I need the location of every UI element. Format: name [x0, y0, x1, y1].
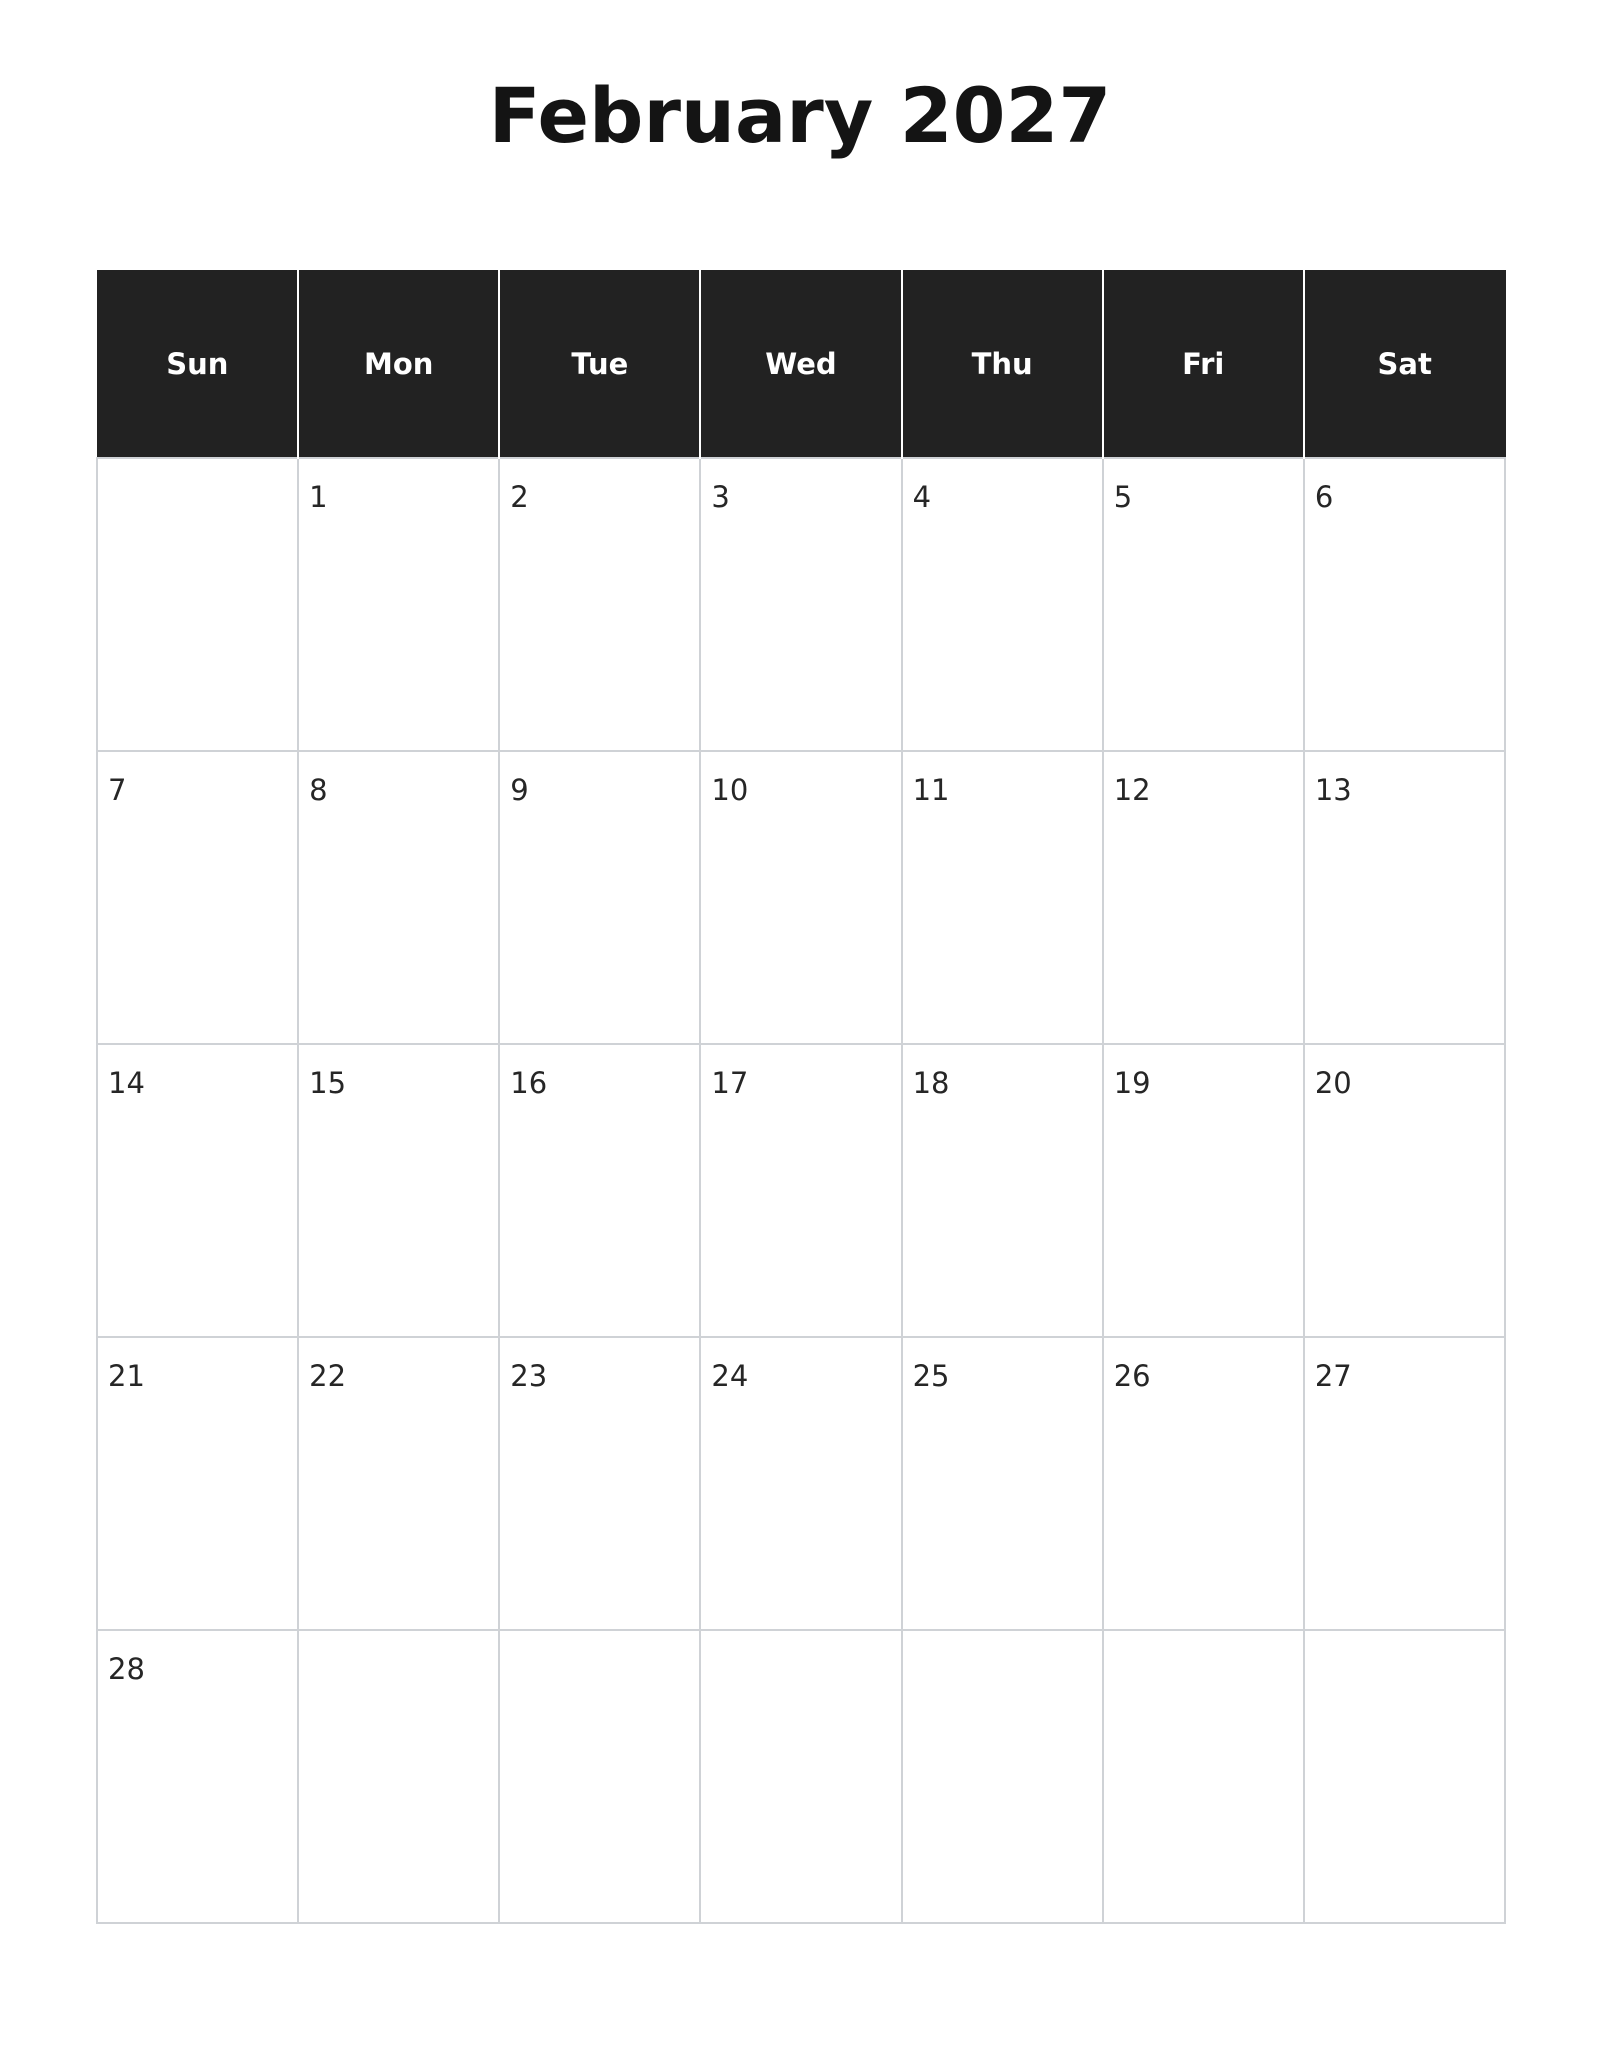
- calendar-grid: [96, 270, 1506, 1924]
- day-cell: [902, 1630, 1103, 1923]
- weekday-header-wed: Wed: [700, 270, 901, 458]
- weekday-header-fri: Fri: [1103, 270, 1304, 458]
- day-number: 21: [108, 1359, 145, 1393]
- day-cell: [499, 1337, 700, 1630]
- day-number: 17: [711, 1066, 749, 1100]
- day-cell: [1103, 1337, 1304, 1630]
- day-number: [701, 1631, 900, 1655]
- day-number: [299, 1631, 498, 1655]
- day-cell: [499, 458, 700, 751]
- day-number: 9: [510, 773, 529, 807]
- day-cell: [902, 1337, 1103, 1630]
- day-cell: [1103, 458, 1304, 751]
- day-number: [1104, 1631, 1303, 1655]
- day-cell: [298, 1044, 499, 1337]
- day-number: 11: [912, 773, 950, 807]
- day-cell: [700, 751, 901, 1044]
- day-cell: [902, 1044, 1103, 1337]
- day-cell: [700, 1337, 901, 1630]
- week-row-1: [97, 458, 1505, 751]
- day-cell: [1304, 1630, 1505, 1923]
- day-cell: [1304, 1044, 1505, 1337]
- weekday-header-tue: Tue: [499, 270, 700, 458]
- week-row-2: [97, 751, 1505, 1044]
- weekday-header-sun: Sun: [97, 270, 298, 458]
- day-number: 6: [1314, 480, 1334, 514]
- day-cell: [298, 1630, 499, 1923]
- day-cell: [1103, 1044, 1304, 1337]
- weekday-header-sat: Sat: [1304, 270, 1505, 458]
- day-cell: [1304, 751, 1505, 1044]
- day-number: 15: [309, 1066, 347, 1100]
- day-cell: [1304, 1337, 1505, 1630]
- calendar-title: February 2027: [488, 71, 1112, 160]
- day-number: 10: [711, 773, 749, 807]
- day-number: 26: [1113, 1359, 1151, 1393]
- day-cell: [499, 1630, 700, 1923]
- week-row-4: [97, 1337, 1505, 1630]
- day-cell: [902, 751, 1103, 1044]
- day-cell: [1103, 751, 1304, 1044]
- day-cell: [298, 458, 499, 751]
- day-number: 3: [711, 480, 730, 514]
- day-number: [1305, 1631, 1504, 1655]
- day-number: 18: [912, 1066, 950, 1100]
- day-number: 14: [108, 1066, 145, 1100]
- day-cell: [97, 1630, 298, 1923]
- day-number: 28: [108, 1652, 145, 1686]
- day-cell: [499, 1044, 700, 1337]
- day-cell: [97, 1337, 298, 1630]
- day-number: 7: [108, 773, 127, 807]
- week-row-5: [97, 1630, 1505, 1923]
- day-cell: [700, 458, 901, 751]
- day-number: [903, 1631, 1102, 1655]
- day-number: 4: [912, 480, 932, 514]
- day-cell: [97, 751, 298, 1044]
- day-cell: [298, 1337, 499, 1630]
- day-number: 20: [1314, 1066, 1352, 1100]
- day-number: 5: [1113, 480, 1133, 514]
- day-number: 1: [309, 480, 328, 514]
- day-cell: [97, 458, 298, 751]
- day-number: 27: [1314, 1359, 1352, 1393]
- weekday-header-row: [97, 270, 1505, 458]
- day-cell: [902, 458, 1103, 751]
- weekday-header-thu: Thu: [902, 270, 1103, 458]
- day-number: 16: [510, 1066, 548, 1100]
- day-number: 23: [510, 1359, 548, 1393]
- day-cell: [700, 1630, 901, 1923]
- day-number: 25: [912, 1359, 950, 1393]
- day-number: 19: [1113, 1066, 1151, 1100]
- day-cell: [700, 1044, 901, 1337]
- day-cell: [1304, 458, 1505, 751]
- day-number: 24: [711, 1359, 749, 1393]
- day-number: 13: [1314, 773, 1352, 807]
- day-number: 8: [309, 773, 328, 807]
- day-number: [500, 1631, 699, 1655]
- day-cell: [298, 751, 499, 1044]
- weekday-header-mon: Mon: [298, 270, 499, 458]
- day-cell: [1103, 1630, 1304, 1923]
- day-cell: [97, 1044, 298, 1337]
- day-number: 12: [1113, 773, 1151, 807]
- day-number: 2: [510, 480, 529, 514]
- day-cell: [499, 751, 700, 1044]
- week-row-3: [97, 1044, 1505, 1337]
- day-number: 22: [309, 1359, 347, 1393]
- day-number: [98, 459, 297, 483]
